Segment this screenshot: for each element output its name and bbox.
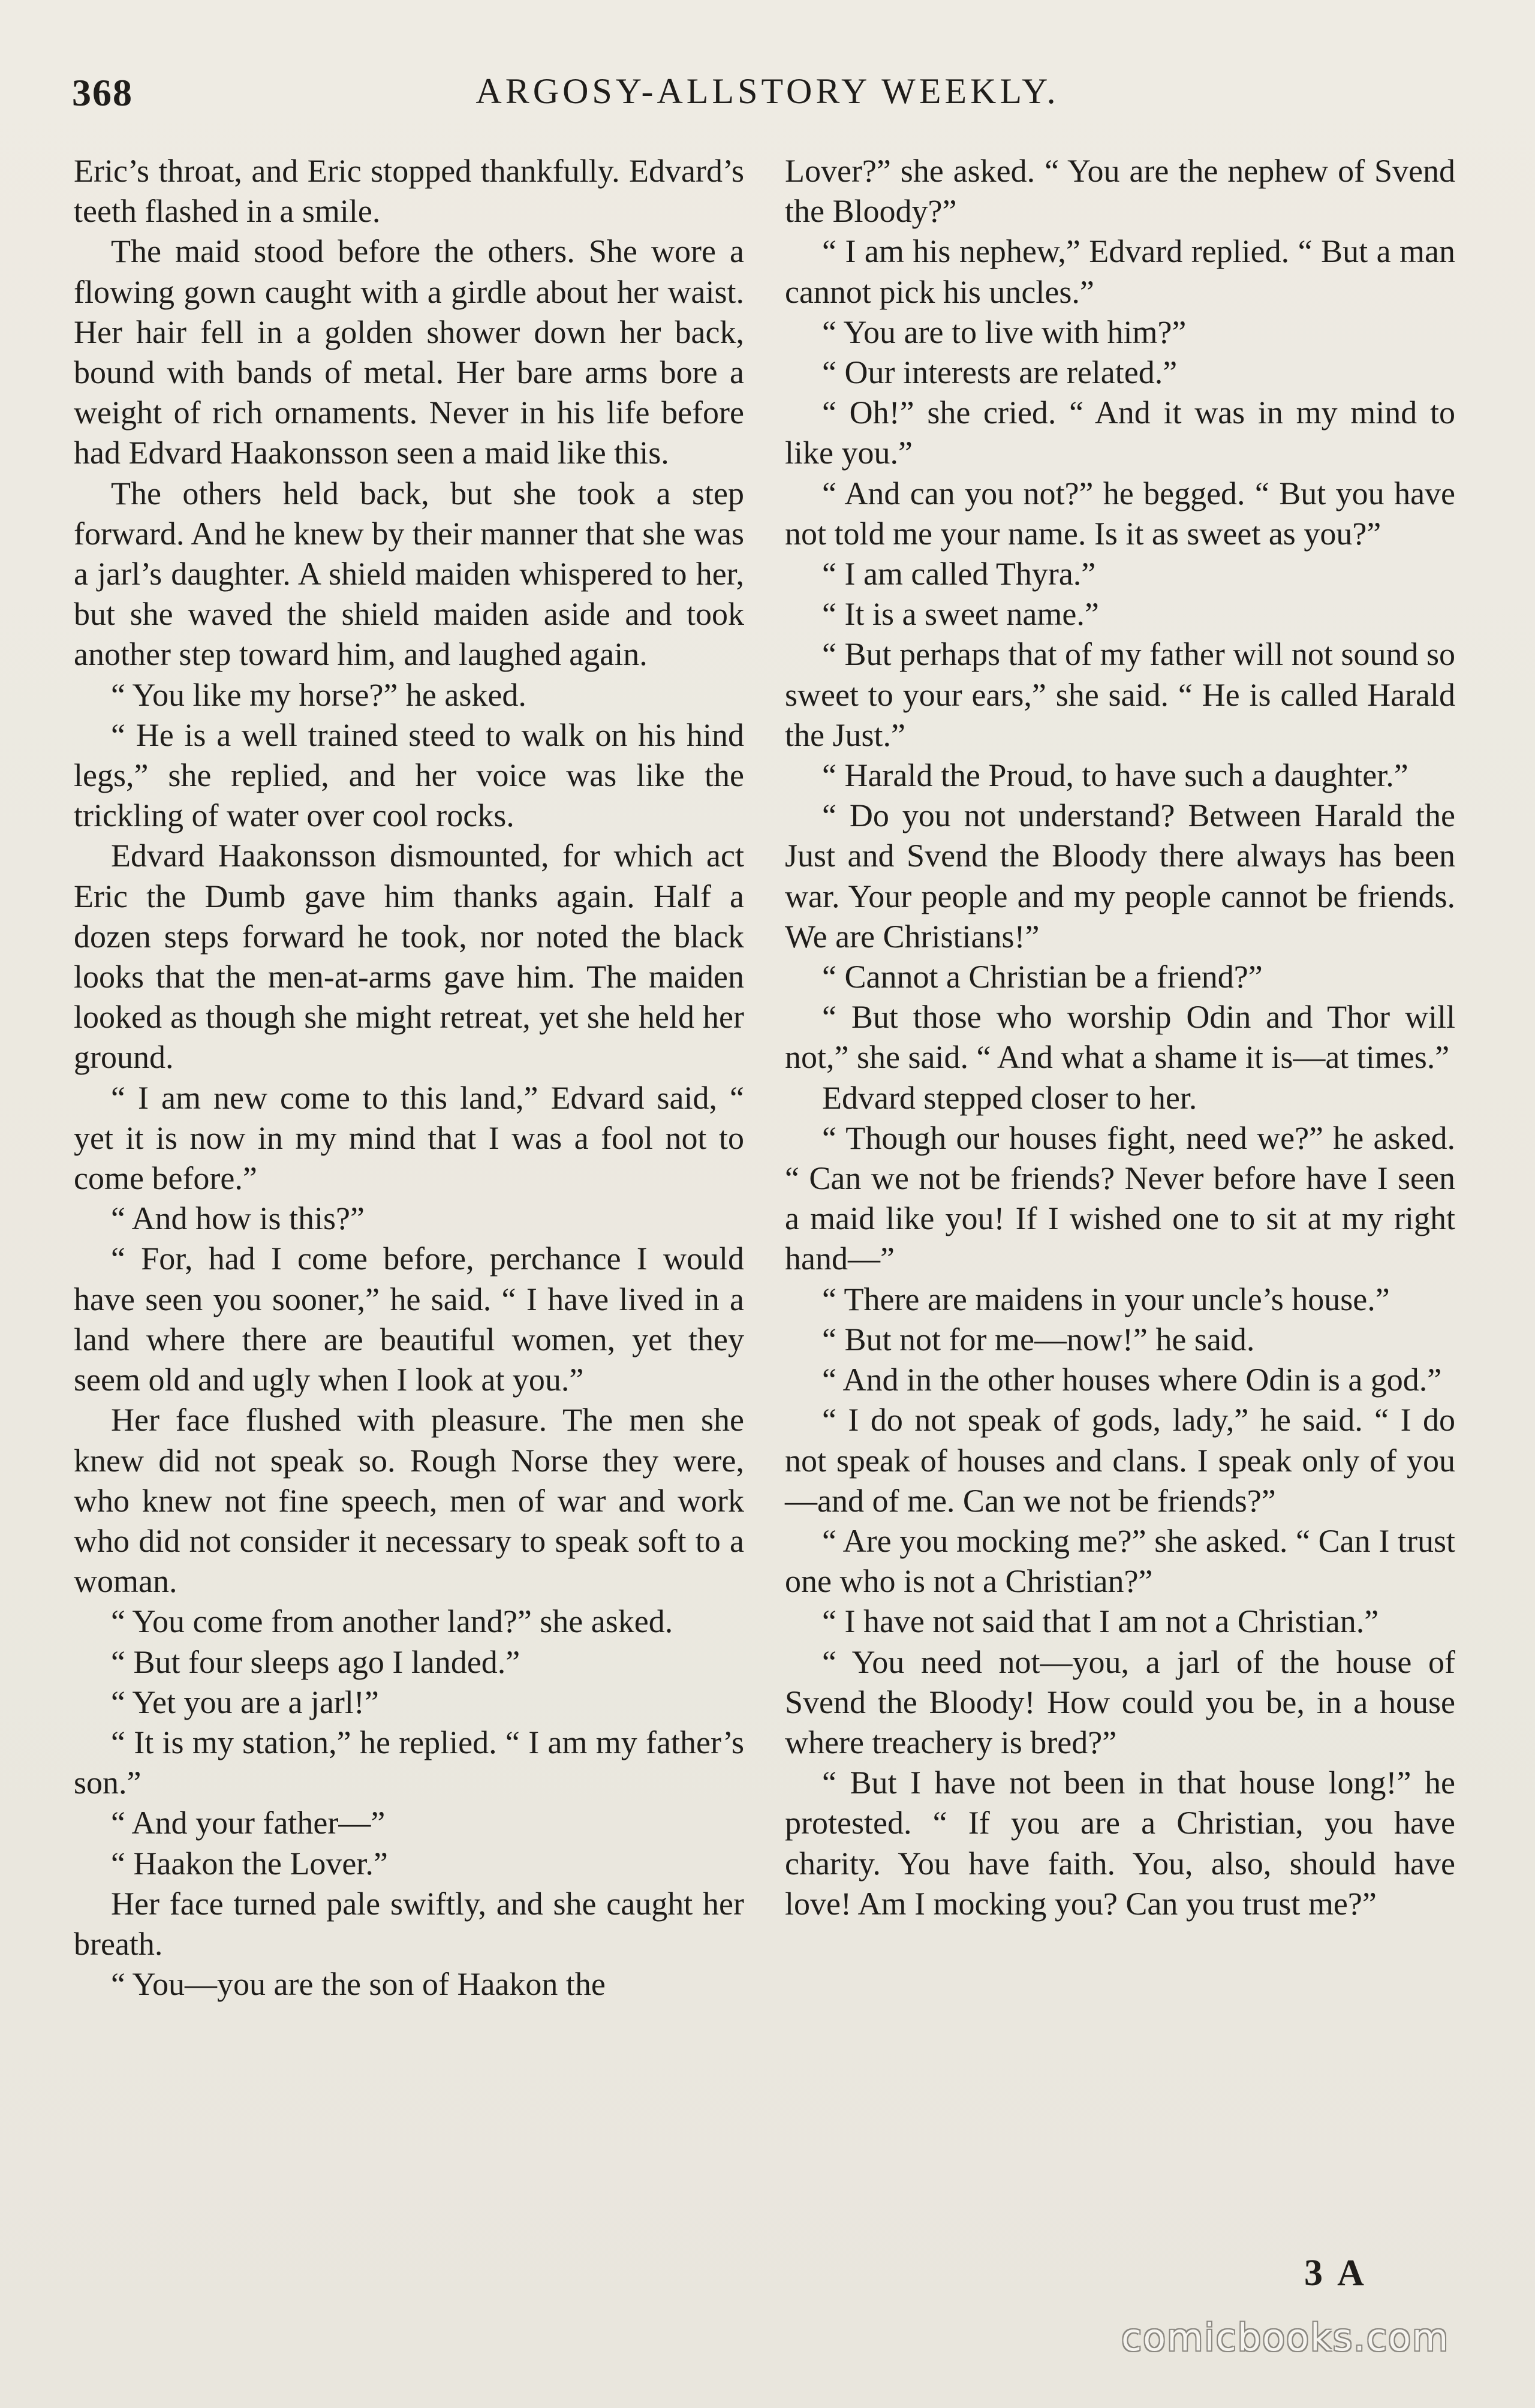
paragraph: “ You are to live with him?” <box>822 314 1187 350</box>
paragraph: “ But those who worship Odin and Thor will not,” she said. “ And what a shame it is—at times.” <box>785 999 1455 1076</box>
paragraph: The maid stood before the others. She wore a flowing gown caught with a girdle about her waist. Her hair fell in a golden shower down her back, bound with bands of metal. Her bare arms bore a weight of rich ornaments. Never in his life before had Edvard Haakonsson seen a maid like this. <box>74 233 744 471</box>
paragraph: “ Our interests are related.” <box>822 354 1178 391</box>
paragraph: “ You like my horse?” he asked. <box>111 676 526 713</box>
paragraph: “ You come from another land?” she asked. <box>111 1603 673 1640</box>
running-head: ARGOSY-ALLSTORY WEEKLY. <box>475 71 1060 111</box>
page-header <box>72 71 1463 131</box>
paragraph: “ And in the other houses where Odin is a god.” <box>822 1362 1442 1398</box>
paragraph: “ I am called Thyra.” <box>822 556 1096 592</box>
paragraph: “ Haakon the Lover.” <box>111 1845 388 1882</box>
paragraph: “ Yet you are a jarl!” <box>111 1684 379 1720</box>
paragraph: “ I am new come to this land,” Edvard said, “ yet it is now in my mind that I was a fool not to come before.” <box>74 1079 744 1197</box>
paragraph: Edvard Haakonsson dismounted, for which act Eric the Dumb gave him thanks again. Half a dozen steps forward he took, nor noted the black looks that the men-at-arms gave him. The maiden looked as though she might retreat, yet she held her ground. <box>74 838 744 1076</box>
right-column <box>785 151 1455 1924</box>
paragraph: “ He is a well trained steed to walk on his hind legs,” she replied, and her voice was like the trickling of water over cool rocks. <box>74 717 744 834</box>
paragraph: “ You need not—you, a jarl of the house of Svend the Bloody! How could you be, in a house where treachery is bred?” <box>785 1644 1455 1760</box>
paragraph: “ And can you not?” he begged. “ But you have not told me your name. Is it as sweet as you?” <box>785 475 1455 552</box>
watermark: comicbooks.com <box>1121 2316 1450 2359</box>
paragraph: Edvard stepped closer to her. <box>822 1079 1197 1116</box>
paragraph: “ Cannot a Christian be a friend?” <box>822 959 1263 995</box>
paragraph: “ But perhaps that of my father will not sound so sweet to your ears,” she said. “ He is called Harald the Just.” <box>785 636 1455 753</box>
signature-mark: 3 A <box>1304 2253 1368 2293</box>
paragraph: “ But four sleeps ago I landed.” <box>111 1644 520 1680</box>
paragraph: “ But I have not been in that house long!” he protested. “ If you are a Christian, you have charity. You have faith. You, also, should have love! Am I mocking you? Can you trust me?” <box>785 1765 1455 1922</box>
paragraph: “ And your father—” <box>111 1805 386 1841</box>
paragraph: Her face turned pale swiftly, and she caught her breath. <box>74 1885 744 1962</box>
paragraph: “ For, had I come before, perchance I would have seen you sooner,” he said. “ I have lived in a land where there are beautiful women, yet they seem old and ugly when I look at you.” <box>74 1241 744 1398</box>
paragraph: Lover?” she asked. “ You are the nephew of Svend the Bloody?” <box>785 153 1455 230</box>
paragraph: “ Oh!” she cried. “ And it was in my mind to like you.” <box>785 395 1455 471</box>
paragraph: Eric’s throat, and Eric stopped thankfully. Edvard’s teeth flashed in a smile. <box>74 153 744 230</box>
paragraph: Her face flushed with pleasure. The men she knew did not speak so. Rough Norse they were, who knew not fine speech, men of war and work who did not consider it necessary to speak soft to a woman. <box>74 1402 744 1600</box>
paragraph: “ It is my station,” he replied. “ I am my father’s son.” <box>74 1724 744 1801</box>
paragraph: “ Are you mocking me?” she asked. “ Can I trust one who is not a Christian?” <box>785 1522 1455 1600</box>
paragraph: “ Do you not understand? Between Harald the Just and Svend the Bloody there always has been war. Your people and my people cannot be friends. We are Christians!” <box>785 797 1455 955</box>
paragraph: “ But not for me—now!” he said. <box>822 1321 1255 1357</box>
paragraph: The others held back, but she took a step forward. And he knew by their manner that she was a jarl’s daughter. A shield maiden whispered to her, but she waved the shield maiden aside and took another step toward him, and laughed again. <box>74 475 744 673</box>
paragraph: “ And how is this?” <box>111 1200 365 1237</box>
paragraph: “ I do not speak of gods, lady,” he said. “ I do not speak of houses and clans. I speak only of you—and of me. Can we not be friends?” <box>785 1402 1455 1519</box>
left-column <box>74 151 744 2004</box>
paragraph: “ Harald the Proud, to have such a daughter.” <box>822 757 1408 794</box>
paragraph: “ There are maidens in your uncle’s house.” <box>822 1281 1390 1317</box>
paragraph: “ Though our houses fight, need we?” he asked. “ Can we not be friends? Never before have I seen a maid like you! If I wished one to sit at my right hand—” <box>785 1119 1455 1277</box>
paragraph: “ I have not said that I am not a Christian.” <box>822 1603 1379 1640</box>
paragraph: “ It is a sweet name.” <box>822 596 1099 633</box>
paragraph: “ I am his nephew,” Edvard replied. “ But a man cannot pick his uncles.” <box>785 233 1455 310</box>
page-number: 368 <box>72 71 133 114</box>
paragraph: “ You—you are the son of Haakon the <box>111 1966 606 2003</box>
